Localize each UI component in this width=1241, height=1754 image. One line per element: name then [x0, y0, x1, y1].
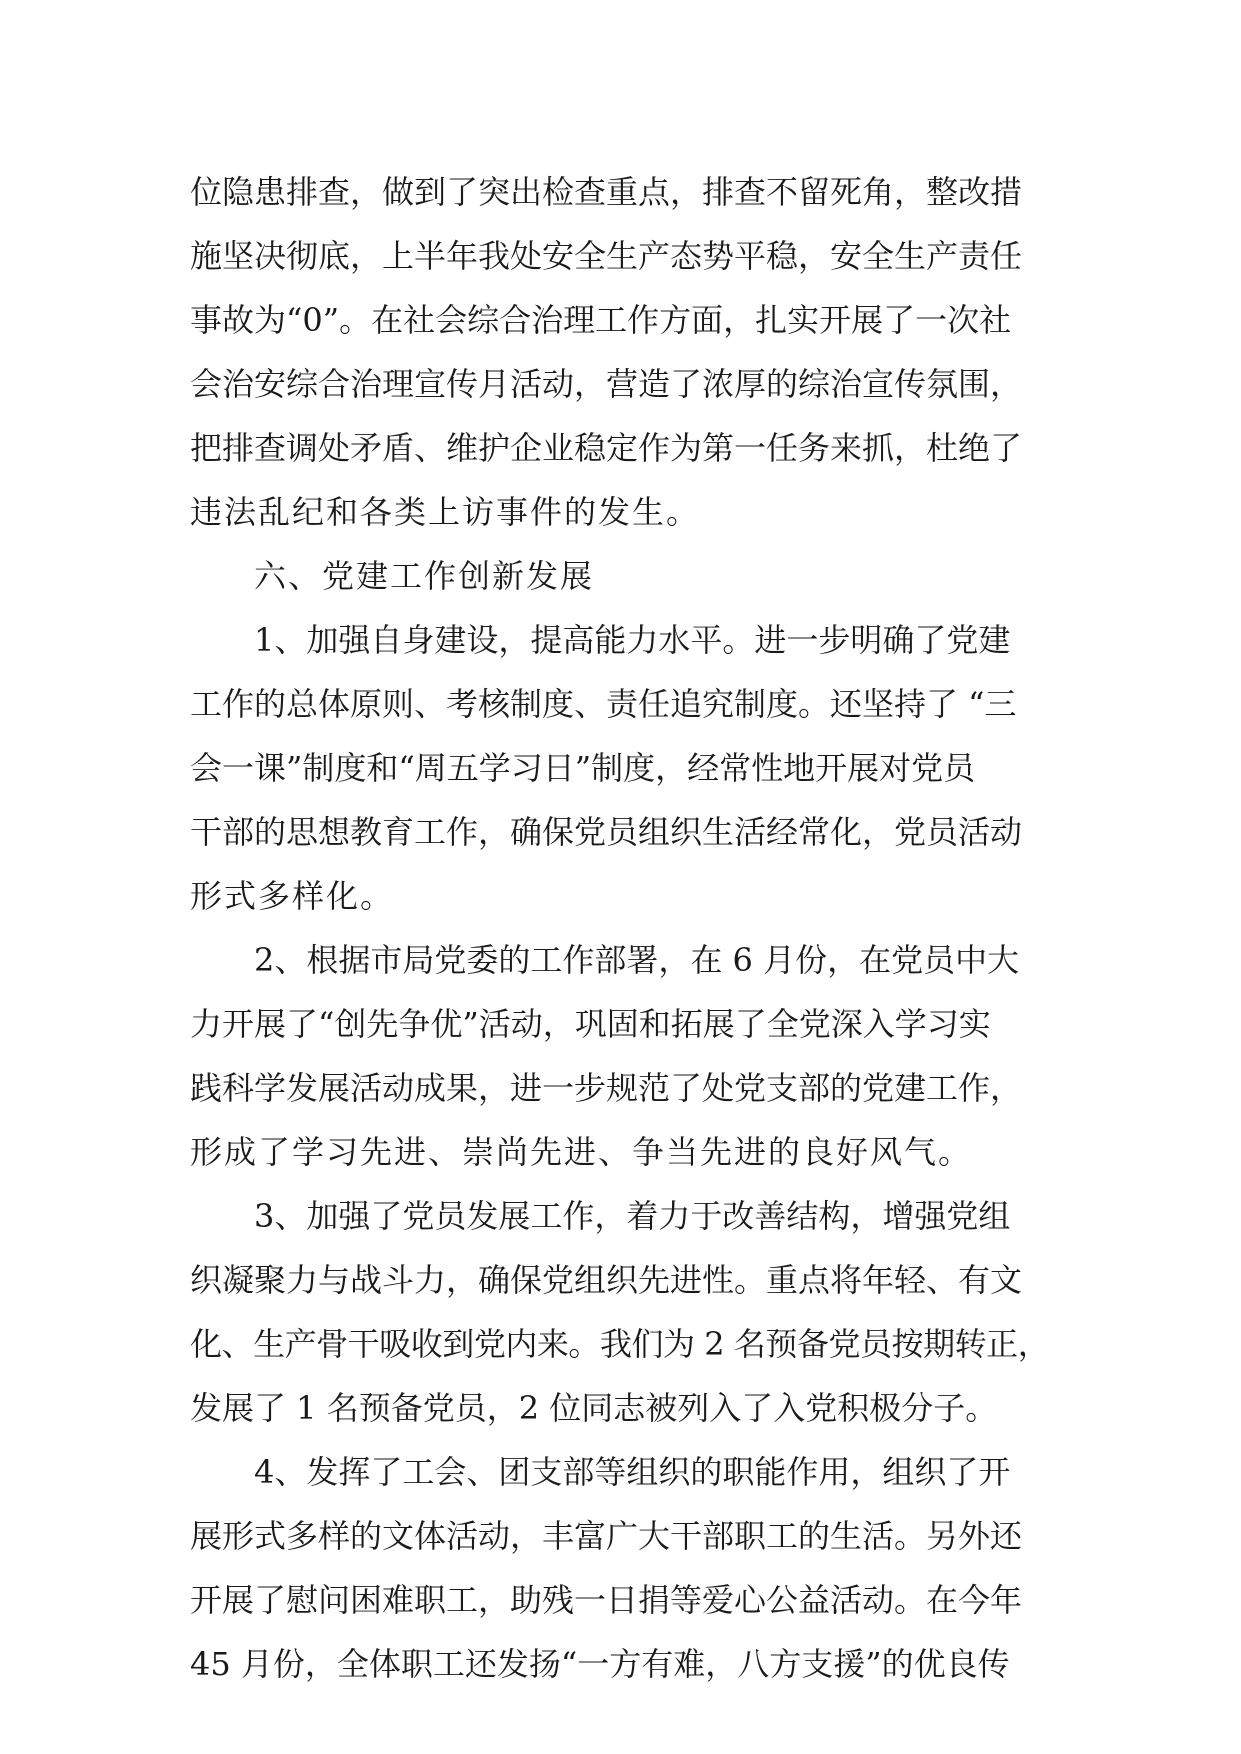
text-line: 践科学发展活动成果，进一步规范了处党支部的党建工作，: [190, 1069, 1023, 1107]
text-line: 展形式多样的文体活动，丰富广大干部职工的生活。另外还: [190, 1517, 1023, 1555]
text-line: 事故为“0”。在社会综合治理工作方面，扎实开展了一次社: [190, 301, 1012, 339]
text-line: 位隐患排查，做到了突出检查重点，排查不留死角，整改措: [190, 173, 1023, 211]
text-line: 开展了慰问困难职工，助残一日捐等爱心公益活动。在今年: [190, 1581, 1023, 1619]
text-line: 形式多样化。: [190, 877, 395, 915]
paragraph: [190, 1184, 1050, 1440]
text-line: 1、加强自身建设，提高能力水平。进一步明确了党建: [254, 621, 1011, 659]
text-line: 化、生产骨干吸收到党内来。我们为 2 名预备党员按期转正，: [190, 1325, 1050, 1363]
text-line: 六、党建工作创新发展: [254, 557, 595, 595]
text-line: 织凝聚力与战斗力，确保党组织先进性。重点将年轻、有文: [190, 1261, 1023, 1299]
paragraph: [190, 608, 1050, 928]
text-line: 把排查调处矛盾、维护企业稳定作为第一任务来抓，杜绝了: [190, 429, 1023, 467]
text-line: 发展了 1 名预备党员，2 位同志被列入了入党积极分子。: [190, 1389, 998, 1427]
text-line: 施坚决彻底，上半年我处安全生产态势平稳，安全生产责任: [190, 237, 1023, 275]
text-line: 干部的思想教育工作，确保党员组织生活经常化，党员活动: [190, 813, 1023, 851]
section-heading: [190, 544, 1050, 608]
paragraph: [190, 928, 1050, 1184]
paragraph: [190, 1440, 1050, 1696]
text-line: 形成了学习先进、崇尚先进、争当先进的良好风气。: [190, 1133, 973, 1171]
text-line: 会治安综合治理宣传月活动，营造了浓厚的综治宣传氛围，: [190, 365, 1023, 403]
text-line: 违法乱纪和各类上访事件的发生。: [190, 493, 701, 531]
text-line: 3、加强了党员发展工作，着力于改善结构，增强党组: [254, 1197, 1011, 1235]
text-line: 45 月份，全体职工还发扬“一方有难，八方支援”的优良传: [190, 1645, 1010, 1683]
text-line: 力开展了“创先争优”活动，巩固和拓展了全党深入学习实: [190, 1005, 991, 1043]
text-line: 4、发挥了工会、团支部等组织的职能作用，组织了开: [254, 1453, 1011, 1491]
text-line: 会一课”制度和“周五学习日”制度，经常性地开展对党员: [190, 749, 976, 787]
text-line: 2、根据市局党委的工作部署，在 6 月份，在党员中大: [254, 941, 1020, 979]
document-body: [190, 160, 1050, 1696]
paragraph: [190, 160, 1050, 544]
text-line: 工作的总体原则、考核制度、责任追究制度。还坚持了 “三: [190, 685, 1017, 723]
